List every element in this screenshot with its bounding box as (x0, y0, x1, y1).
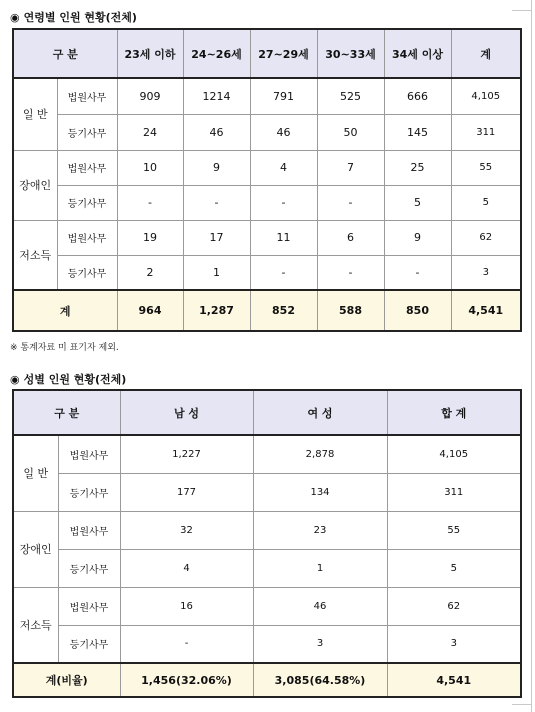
row-label: 법원사무 (57, 150, 117, 185)
table-row (13, 587, 521, 625)
cell: 177 (120, 473, 253, 511)
row-label: 등기사무 (58, 473, 120, 511)
age-header-col: 34세 이상 (384, 29, 451, 78)
cell-total: 311 (387, 473, 521, 511)
group-label: 저소득 (13, 587, 58, 663)
table-row (13, 150, 521, 185)
total-cell: 1,287 (183, 290, 250, 331)
cell: 1214 (183, 78, 250, 114)
cell: - (384, 255, 451, 290)
gender-section-title (10, 371, 126, 387)
age-table-header-row (13, 29, 521, 78)
cell: 7 (317, 150, 384, 185)
cell: 25 (384, 150, 451, 185)
footnote: ※ 통계자료 미 표기자 제외. (10, 343, 119, 353)
table-row (13, 255, 521, 290)
cell: 1 (253, 549, 387, 587)
total-label: 계(비율) (13, 663, 120, 697)
cell: 24 (117, 114, 183, 150)
cell: 2 (117, 255, 183, 290)
row-label: 법원사무 (58, 511, 120, 549)
cell: 50 (317, 114, 384, 150)
total-cell: 850 (384, 290, 451, 331)
row-label: 법원사무 (58, 587, 120, 625)
cell: - (317, 255, 384, 290)
gender-section-title-text: 성별 인원 현황(전체) (23, 373, 127, 386)
gender-table (12, 389, 522, 698)
group-label: 저소득 (13, 220, 57, 290)
cell: 11 (250, 220, 317, 255)
total-cell: 4,541 (451, 290, 521, 331)
cell: 23 (253, 511, 387, 549)
age-header-col: 23세 이하 (117, 29, 183, 78)
cell: 6 (317, 220, 384, 255)
row-label: 등기사무 (57, 255, 117, 290)
cell: 10 (117, 150, 183, 185)
total-cell: 852 (250, 290, 317, 331)
gender-header-male: 남 성 (120, 390, 253, 435)
row-label: 법원사무 (58, 435, 120, 473)
total-cell: 964 (117, 290, 183, 331)
cell: 134 (253, 473, 387, 511)
cell-total: 55 (387, 511, 521, 549)
row-label: 등기사무 (58, 549, 120, 587)
table-row (13, 220, 521, 255)
cell-total: 3 (451, 255, 521, 290)
cell-total: 4,105 (451, 78, 521, 114)
age-header-col: 27~29세 (250, 29, 317, 78)
cell: - (117, 185, 183, 220)
total-cell: 1,456(32.06%) (120, 663, 253, 697)
cell: - (250, 185, 317, 220)
row-label: 등기사무 (57, 114, 117, 150)
cell: 4 (250, 150, 317, 185)
cell: 3 (253, 625, 387, 663)
cell: 46 (253, 587, 387, 625)
cell: 525 (317, 78, 384, 114)
page-corner-mark-top (512, 10, 531, 11)
cell-total: 62 (387, 587, 521, 625)
total-cell: 4,541 (387, 663, 521, 697)
cell-total: 5 (387, 549, 521, 587)
age-header-total: 계 (451, 29, 521, 78)
cell: 1,227 (120, 435, 253, 473)
age-section-title (10, 9, 137, 25)
cell: - (250, 255, 317, 290)
cell: 19 (117, 220, 183, 255)
bullet-icon: ◉ (10, 10, 20, 24)
cell-total: 311 (451, 114, 521, 150)
row-label: 등기사무 (58, 625, 120, 663)
age-table (12, 28, 522, 332)
age-header-col: 24~26세 (183, 29, 250, 78)
row-label: 법원사무 (57, 220, 117, 255)
gender-header-total: 합 계 (387, 390, 521, 435)
cell: 17 (183, 220, 250, 255)
group-label: 일 반 (13, 78, 57, 150)
row-label: 법원사무 (57, 78, 117, 114)
table-row (13, 114, 521, 150)
table-row (13, 185, 521, 220)
age-header-category: 구 분 (13, 29, 117, 78)
cell: 791 (250, 78, 317, 114)
age-header-col: 30~33세 (317, 29, 384, 78)
total-cell: 3,085(64.58%) (253, 663, 387, 697)
page-corner-mark-bottom (512, 704, 531, 705)
table-row (13, 473, 521, 511)
table-row (13, 78, 521, 114)
gender-table-header-row (13, 390, 521, 435)
cell: 145 (384, 114, 451, 150)
cell: 666 (384, 78, 451, 114)
cell: 5 (384, 185, 451, 220)
total-cell: 588 (317, 290, 384, 331)
cell: 1 (183, 255, 250, 290)
gender-header-female: 여 성 (253, 390, 387, 435)
cell: 909 (117, 78, 183, 114)
cell-total: 55 (451, 150, 521, 185)
bullet-icon: ◉ (10, 372, 20, 386)
gender-total-row (13, 663, 521, 697)
total-label: 계 (13, 290, 117, 331)
cell: 46 (183, 114, 250, 150)
cell: - (317, 185, 384, 220)
table-row (13, 549, 521, 587)
age-total-row (13, 290, 521, 331)
table-row (13, 625, 521, 663)
group-label: 일 반 (13, 435, 58, 511)
cell-total: 5 (451, 185, 521, 220)
group-label: 장애인 (13, 511, 58, 587)
cell-total: 4,105 (387, 435, 521, 473)
cell: 9 (384, 220, 451, 255)
group-label: 장애인 (13, 150, 57, 220)
cell: 32 (120, 511, 253, 549)
table-row (13, 435, 521, 473)
gender-header-category: 구 분 (13, 390, 120, 435)
table-row (13, 511, 521, 549)
cell: - (183, 185, 250, 220)
cell: - (120, 625, 253, 663)
row-label: 등기사무 (57, 185, 117, 220)
cell: 9 (183, 150, 250, 185)
cell-total: 3 (387, 625, 521, 663)
cell: 16 (120, 587, 253, 625)
age-section-title-text: 연령별 인원 현황(전체) (23, 11, 137, 24)
page-edge-line (531, 0, 532, 712)
cell-total: 62 (451, 220, 521, 255)
cell: 4 (120, 549, 253, 587)
cell: 2,878 (253, 435, 387, 473)
cell: 46 (250, 114, 317, 150)
